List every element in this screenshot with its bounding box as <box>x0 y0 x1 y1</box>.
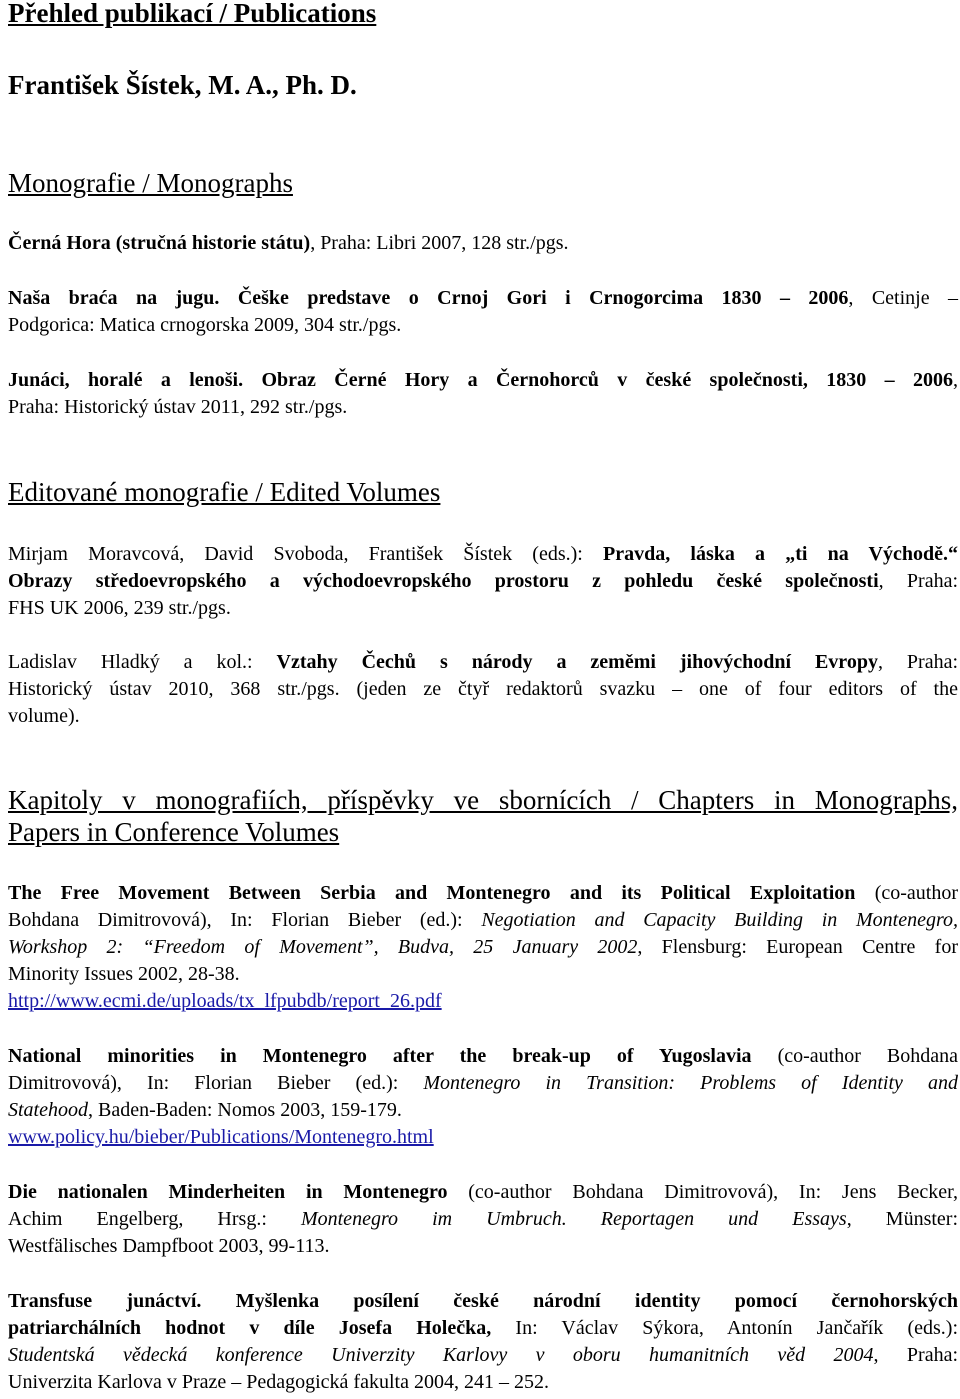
monograph-entry-1 <box>8 230 569 257</box>
edited-editors: Mirjam Moravcová, David Svoboda, František Šístek (eds.): <box>8 543 604 565</box>
section-heading-edited: Editované monografie / Edited Volumes <box>8 477 441 507</box>
chapter-entry-1-cont2 <box>8 934 958 961</box>
edited-entry-2-cont: Historický ústav 2010, 368 str./pgs. (jeden ze čtyř redaktorů svazku – one of four editors of the <box>8 678 958 700</box>
edited-title: Vztahy Čechů s národy a zeměmi jihovýchodní Evropy <box>276 651 878 673</box>
chapter-details: (co-author <box>855 882 958 904</box>
chapter-details: Dimitrovová), In: Florian Bieber (ed.): <box>8 1072 424 1094</box>
chapter-entry-4-cont3: Univerzita Karlova v Praze – Pedagogická fakulta 2004, 241 – 252. <box>8 1371 549 1393</box>
chapter-entry-4 <box>8 1288 958 1315</box>
chapter-entry-1 <box>8 880 958 907</box>
monograph-title: Junáci, horalé a lenoši. Obraz Černé Hory a Černohorců v české společnosti, 1830 – 2006 <box>8 369 953 391</box>
chapter-details: (co-author Bohdana Dimitrovová), In: Jens Becker, <box>447 1181 958 1203</box>
monograph-entry-3-cont: Praha: Historický ústav 2011, 292 str./pgs. <box>8 396 348 418</box>
monograph-title: Naša braća na jugu. Češke predstave o Crnoj Gori i Crnogorcima 1830 – 2006 <box>8 287 849 309</box>
chapter-1-url-link[interactable] <box>8 988 442 1015</box>
chapter-details: , Flensburg: European Centre for <box>637 936 958 958</box>
chapter-title: Die nationalen Minderheiten in Montenegro <box>8 1181 448 1203</box>
url-link[interactable]: http://www.ecmi.de/uploads/tx_lfpubdb/report_26.pdf <box>8 990 442 1012</box>
monograph-title: Černá Hora (stručná historie státu) <box>8 232 311 254</box>
url-link[interactable]: www.policy.hu/bieber/Publications/Montenegro.html <box>8 1126 434 1148</box>
chapter-volume-title: Workshop 2: “Freedom of Movement”, Budva, 25 January 2002 <box>8 936 638 958</box>
chapter-entry-2-cont2 <box>8 1097 402 1124</box>
chapter-volume-title: Statehood <box>8 1099 88 1121</box>
edited-details: , Praha: <box>877 651 958 673</box>
chapter-entry-3-cont <box>8 1206 958 1233</box>
edited-entry-2 <box>8 649 958 676</box>
chapter-entry-1-cont <box>8 907 958 934</box>
chapter-details: , Baden-Baden: Nomos 2003, 159-179. <box>88 1099 402 1121</box>
section-heading-monographs: Monografie / Monographs <box>8 168 293 198</box>
chapter-2-url-link[interactable] <box>8 1124 434 1151</box>
monograph-details: , <box>953 369 958 391</box>
edited-title: Pravda, láska a „ti na Východě.“ <box>603 543 958 565</box>
chapter-volume-title: Negotiation and Capacity Building in Montenegro, <box>481 909 958 931</box>
chapter-volume-title: Studentská vědecká konference Univerzity Karlovy v oboru humanitních věd 2004 <box>8 1344 874 1366</box>
edited-entry-1-cont2: FHS UK 2006, 239 str./pgs. <box>8 597 231 619</box>
monograph-entry-3 <box>8 367 958 394</box>
monograph-entry-2 <box>8 285 958 312</box>
edited-title: Obrazy středoevropského a východoevropského prostoru z pohledu české společnosti <box>8 570 879 592</box>
edited-entry-1 <box>8 541 958 568</box>
chapter-entry-3 <box>8 1179 958 1206</box>
chapter-title: patriarchálních hodnot v díle Josefa Holečka, <box>8 1317 492 1339</box>
chapter-entry-2 <box>8 1043 958 1070</box>
chapter-details: (co-author Bohdana <box>751 1045 959 1067</box>
chapter-title: Transfuse junáctví. Myšlenka posílení české národní identity pomocí černohorských <box>8 1290 958 1312</box>
edited-details: , Praha: <box>878 570 959 592</box>
chapter-entry-3-cont2: Westfälisches Dampfboot 2003, 99-113. <box>8 1235 330 1257</box>
chapter-details: , Praha: <box>873 1344 958 1366</box>
section-heading-chapters: Kapitoly v monografiích, příspěvky ve sbornících / Chapters in Monographs, <box>8 785 958 815</box>
chapter-volume-title: Montenegro in Transition: Problems of Identity and <box>423 1072 958 1094</box>
edited-editors: Ladislav Hladký a kol.: <box>8 651 277 673</box>
chapter-details: Achim Engelberg, Hrsg.: <box>8 1208 301 1230</box>
chapter-entry-1-cont3: Minority Issues 2002, 28-38. <box>8 963 240 985</box>
chapter-title: National minorities in Montenegro after the break-up of Yugoslavia <box>8 1045 752 1067</box>
chapter-entry-4-cont <box>8 1315 958 1342</box>
chapter-entry-4-cont2 <box>8 1342 958 1369</box>
chapter-details: In: Václav Sýkora, Antonín Jančařík (eds.): <box>491 1317 958 1339</box>
author-name: František Šístek, M. A., Ph. D. <box>8 70 357 100</box>
monograph-entry-2-cont: Podgorica: Matica crnogorska 2009, 304 str./pgs. <box>8 314 402 336</box>
chapter-volume-title: Montenegro im Umbruch. Reportagen und Essays <box>300 1208 847 1230</box>
monograph-details: , Cetinje – <box>848 287 958 309</box>
section-heading-chapters-cont: Papers in Conference Volumes <box>8 817 340 847</box>
monograph-details: , Praha: Libri 2007, 128 str./pgs. <box>310 232 569 254</box>
chapter-title: The Free Movement Between Serbia and Montenegro and its Political Exploitation <box>8 882 856 904</box>
edited-entry-2-cont2: volume). <box>8 705 80 727</box>
page-title: Přehled publikací / Publications <box>8 0 377 28</box>
chapter-entry-2-cont <box>8 1070 958 1097</box>
edited-entry-1-cont <box>8 568 958 595</box>
chapter-details: Bohdana Dimitrovová), In: Florian Bieber (ed.): <box>8 909 482 931</box>
chapter-details: , Münster: <box>846 1208 959 1230</box>
